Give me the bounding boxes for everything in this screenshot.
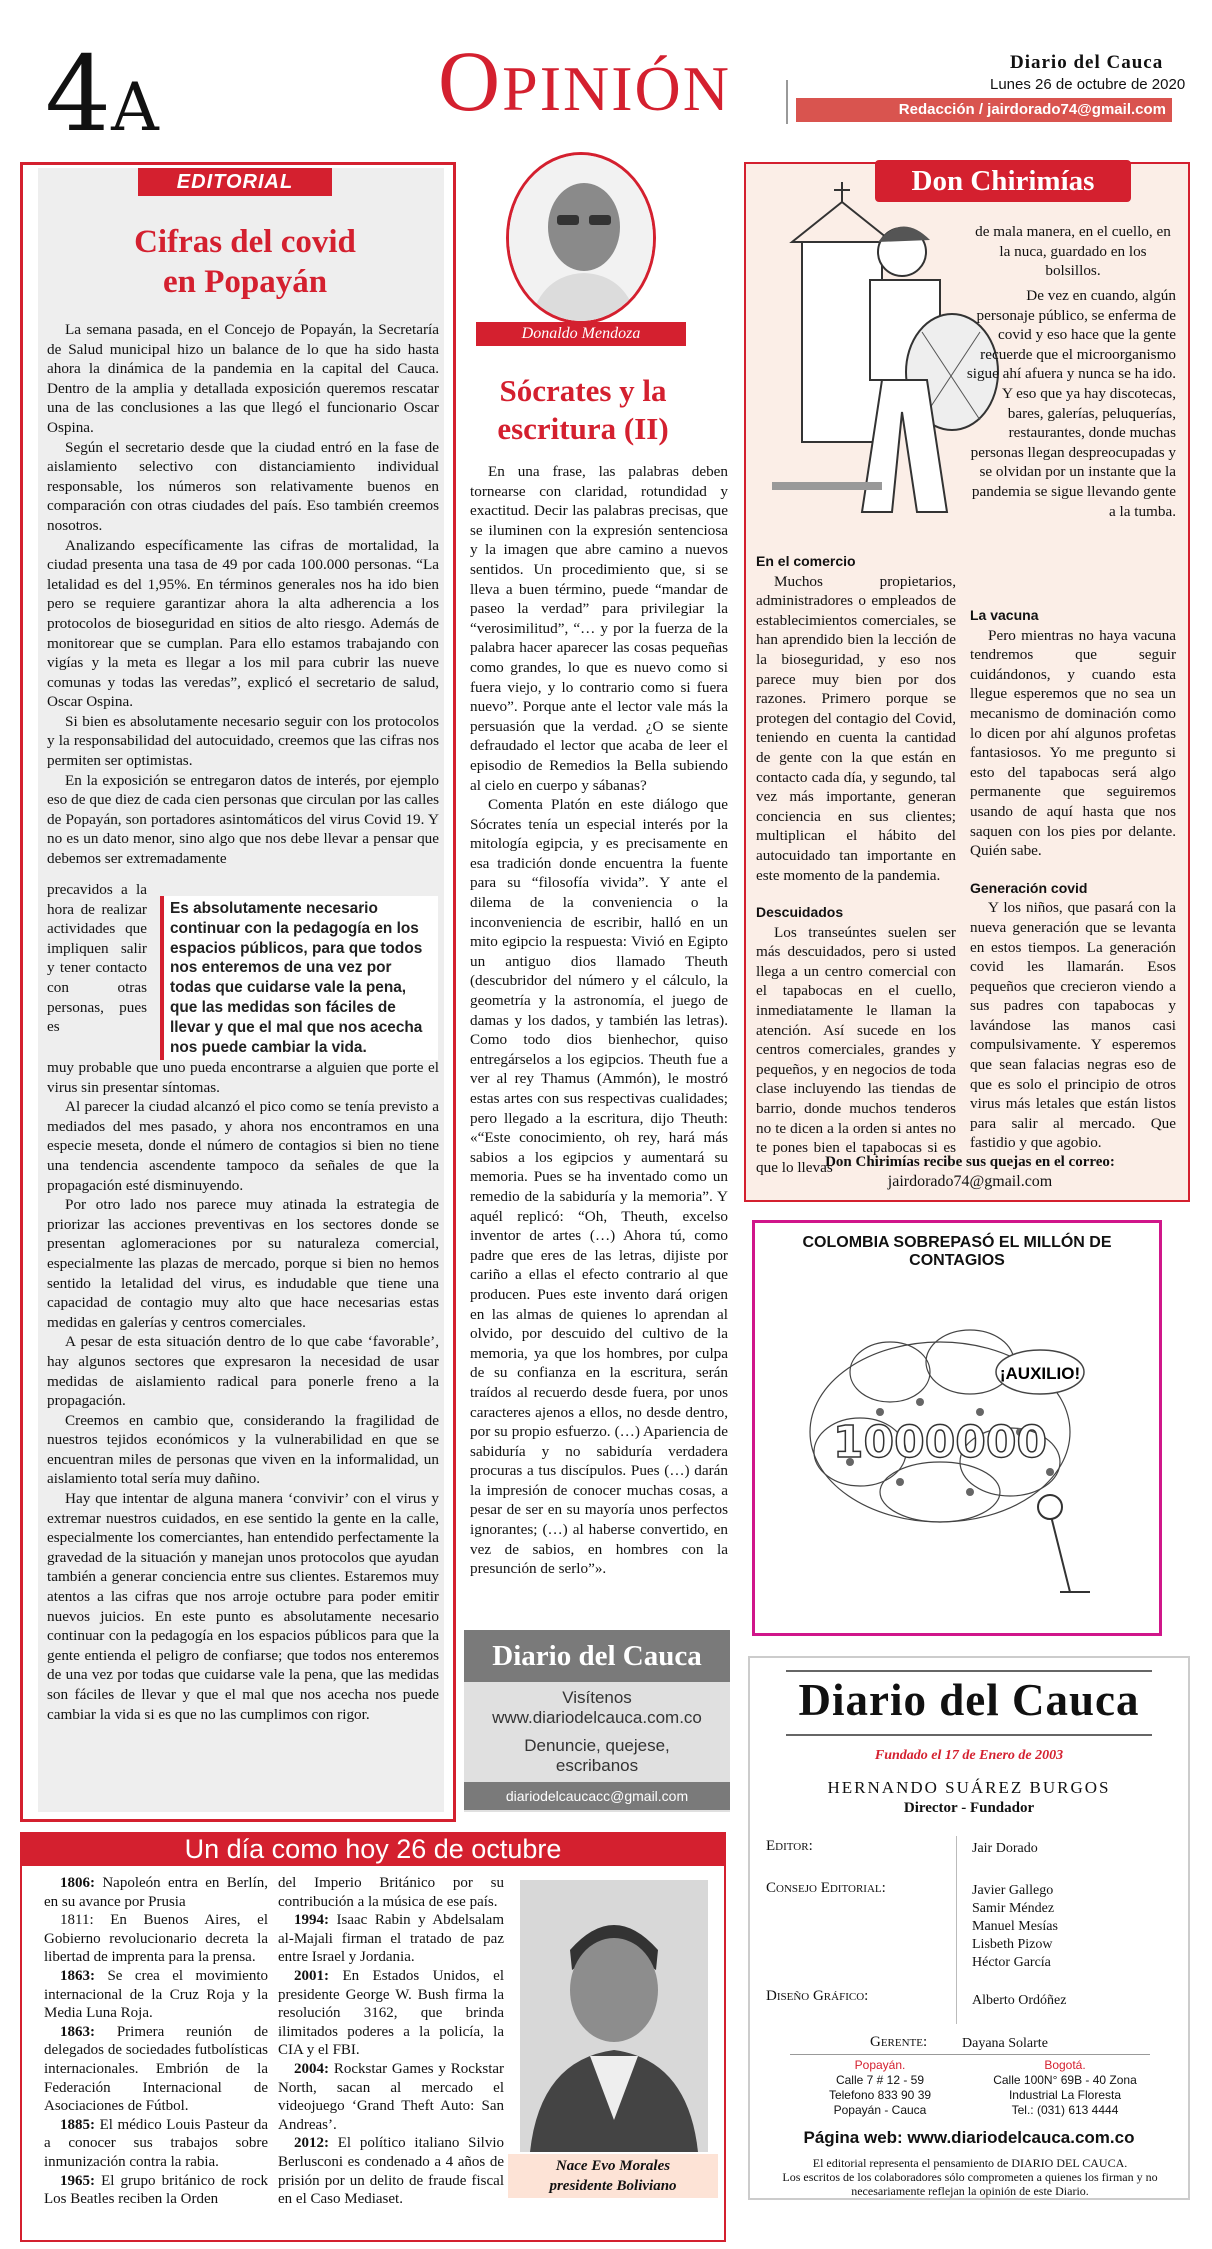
divider xyxy=(956,1836,957,2024)
history-item: 2001: En Estados Unidos, el presidente George W. Bush firma la resolución 3162, que brinda ilimitados poderes a la policía, la CIA y el FBI. xyxy=(278,1967,504,2059)
cartoon-title: COLOMBIA SOBREPASÓ EL MILLÓN DE CONTAGIOS xyxy=(802,1234,1112,1269)
history-item: 2004: Rockstar Games y Rockstar North, sacan al mercado el videojuego ‘Grand Theft Auto: San Andreas’. xyxy=(278,2060,505,2133)
chirimias-text-top: de mala manera, en el cuello, en la nuca, guardado en los bolsillos. xyxy=(975,223,1171,280)
history-item: 1965: El grupo británico de rock Los Beatles reciben la Orden xyxy=(44,2172,268,2208)
cartoon-bubble-text: ¡AUXILIO! xyxy=(999,1364,1081,1383)
editorial-paragraph: A pesar de esta situación dentro de lo que cabe ‘favorable’, hay algunos sectores que expresaron la necesidad de usar medidas de aislamiento radical para ponerle freno a la propagación. xyxy=(47,1333,439,1410)
author-name: Donaldo Mendoza xyxy=(476,322,686,346)
promo-website[interactable]: www.diariodelcauca.com.co xyxy=(492,1708,702,1727)
history-item: del Imperio Británico por su contribución a la música de ese país. xyxy=(278,1875,504,1910)
history-item: 1863: Se crea el movimiento internacional de la Cruz Roja y la Media Luna Roja. xyxy=(44,1967,269,2022)
editorial-paragraph: Analizando específicamente las cifras de mortalidad, la ciudad presenta una tasa de 49 por cada 100.000 personas. “La letalidad es del 1,95%. En términos generales nos ha ido bien pero se requiere garantizar ahora la alta adherencia a los protocolos de bioseguridad en sitios de alto riesgo. Además de monitorear que se cumplan. Para ello estamos trabajando con vigías y la meta es llegar a los mil para cubrir las nueve comunas y todas las veredas”, explicó el secretario de salud, Oscar Ospina. xyxy=(47,536,439,711)
section-text: Pero mientras no haya vacuna tendremos que seguir cuidándonos, y cuando esta llegue esperemos que no sea un mecanismo de dominación como lo dicen por ahí algunos profetas fantasiosos. Yo me pregunto si esto del tapabocas será algo permanente que seguiremos usando de aquí hasta que nos saquen con los pies por delante. Quién sabe. xyxy=(970,626,1176,860)
editorial-narrow-text: precavidos a la hora de realizar actividades que impliquen salir y tener contacto con otras personas, pues es xyxy=(47,881,147,1036)
promo-line: Visítenos xyxy=(562,1688,632,1707)
masthead-logo: Diario del Cauca xyxy=(798,1675,1140,1725)
paper-name: Diario del Cauca xyxy=(1010,52,1164,73)
column-body xyxy=(470,462,728,1579)
section-heading: Descuidados xyxy=(756,904,844,921)
history-item: 1863: Primera reunión de delegados de sociedades futbolísticas internacionales. Embrión de la Federación Internacional de Asociaciones de Fútbol. xyxy=(44,2023,268,2115)
history-column-2 xyxy=(278,1874,504,2209)
editorial-paragraph: Si bien es absolutamente necesario seguir con los protocolos y la responsabilidad del autocuidado, creemos que las cifras nos permiten ser optimistas. xyxy=(47,712,439,770)
cartoon-number: 1000000 xyxy=(832,1417,1048,1468)
promo-email[interactable]: diariodelcaucacc@gmail.com xyxy=(464,1782,730,1810)
founder-role: Director - Fundador xyxy=(903,1800,1035,1816)
history-item: 1806: Napoleón entra en Berlín, en su avance por Prusia xyxy=(44,1875,268,1910)
manager-label: Gerente: xyxy=(870,2034,928,2050)
photo-caption: Nace Evo Morales presidente Boliviano xyxy=(508,2154,718,2198)
editorial-pullquote: Es absolutamente necesario continuar con la pedagogía en los espacios públicos, para que todos nos enteremos de una vez por todas que cuidarse vale la pena, que las medidas son fáciles de llevar y que el mal que nos acecha nos puede cambiar la vida. xyxy=(160,896,438,1060)
editorial-paragraph: En la exposición se entregaron datos de interés, por ejemplo eso de que diez de cada cien personas que circulan por las calles de Popayán, son portadores asintomáticos del virus Covid 19. Y no es un dato menor, sino algo que nos debe llevar a pensar que debemos ser extremadamente xyxy=(47,771,439,868)
board-list: Javier Gallego Samir Méndez Manuel Mesías Lisbeth Pizow Héctor García xyxy=(972,1883,1058,1970)
office-bogota: Bogotá. Calle 100N° 69B - 40 Zona Industrial La Floresta Tel.: (031) 613 4444 xyxy=(993,2058,1137,2117)
history-title: Un día como hoy 26 de octubre xyxy=(20,1832,726,1866)
office-popayan: Popayán. Calle 7 # 12 - 59 Telefono 833 90 39 Popayán - Cauca xyxy=(828,2058,932,2117)
editorial-paragraph: Por otro lado nos parece muy atinada la estrategia de priorizar las acciones preventivas en los sectores donde se presentan aglomeraciones por su naturaleza comercial, especialmente las plazas de mercado, porque si bien no hemos sentido la letalidad del virus, es indudable que tiene una capacidad de contagio muy alto que hace necesarias estas medidas en galerías y centros comerciales. xyxy=(47,1196,439,1331)
section-heading: En el comercio xyxy=(756,553,856,569)
rule xyxy=(786,1670,1152,1672)
section-text: Los transeúntes suelen ser más descuidados, pero si usted llega a un centro comercial con el tapabocas en el cuello, inmediatamente le llaman la atención. Así sucede en los centros comerciales, grandes y pequeños, y en negocios de toda clase incluyendo las tiendas de barrio, donde muchos tenderos no te dicen a la orden si antes no te pones bien el tapabocas si es que lo llevas xyxy=(756,923,956,1176)
editor-name: Jair Dorado xyxy=(972,1841,1038,1856)
drummer-illustration xyxy=(752,182,1002,542)
page-number: 4A xyxy=(45,33,159,155)
design-label: Diseño Gráfico: xyxy=(766,1988,869,2004)
column-title: Sócrates y la escritura (II) xyxy=(497,373,669,446)
chirimias-email[interactable]: jairdorado74@gmail.com xyxy=(887,1173,1053,1190)
author-photo xyxy=(506,152,656,324)
editorial-body-continued xyxy=(47,1058,439,1724)
promo-line: escribanos xyxy=(555,1756,639,1775)
history-item: 1885: El médico Louis Pasteur da a conocer sus trabajos sobre inmunización contra la rabia. xyxy=(44,2116,268,2170)
section-title: OPINIÓN xyxy=(438,33,731,129)
column-paragraph: En una frase, las palabras deben tornearse con claridad, rotundidad y exactitud. Decir las palabras precisas, que se iluminen con la expresión sentenciosa y la imagen que abre camino a nuevos sentidos. Un procedimiento que, si se lleva a buen término, puede “mandar de paseo la verdad” para privilegiar la “verosimilitud”, “… y por la fuerza de la palabra hacer aparecer las cosas pequeñas como grandes, lo que es nuevo como si fuera viejo, y lo contrario como si fuera nuevo”. Porque ante el lector vale más la persuasión que la verdad. ¿O se siente defraudado el lector que acaba de leer el episodio de Remedios la Bella subiendo al cielo en cuerpo y sábanas? xyxy=(470,463,728,794)
chirimias-column-left xyxy=(756,546,956,1177)
section-text: Muchos propietarios, administradores o empleados de establecimientos comerciales, se han aprendido bien la lección de la bioseguridad, y eso nos parece muy bien por dos razones. Primero porque se protegen del contagio del Covid, teniendo en cuenta la cantidad de gente con la que están en contacto cada día, y segundo, tal vez más importante, generan conciencia en sus clientes; multiplican el hábito del autocuidado tan importante en este momento de la pandemia. xyxy=(756,572,956,884)
rule xyxy=(786,1734,1152,1736)
promo-logo: Diario del Cauca xyxy=(464,1630,730,1682)
board-label: Consejo Editorial: xyxy=(766,1880,886,1896)
contact-bar[interactable]: Redacción / jairdorado74@gmail.com xyxy=(796,98,1172,122)
editorial-paragraph: Según el secretario desde que la ciudad entró en la fase de aislamiento selectivo con distanciamiento individual responsable, los números son relativamente buenos en comparación con otras ciudades del país. Eso también creemos nosotros. xyxy=(47,438,439,534)
section-heading: La vacuna xyxy=(970,607,1039,623)
issue-date: Lunes 26 de octubre de 2020 xyxy=(990,76,1186,93)
manager-name: Dayana Solarte xyxy=(962,2036,1048,2051)
section-heading: Generación covid xyxy=(970,879,1088,896)
editorial-paragraph: La semana pasada, en el Concejo de Popayán, la Secretaría de Salud municipal hizo un balance de lo que ha sido hasta ahora la dinámica de la pandemia en la capital del Cauca. Dentro de la amplia y detallada exposición queremos rescatar una de las conclusiones a las que llegó el funcionario Oscar Ospina. xyxy=(47,321,439,436)
editorial-paragraph: muy probable que uno pueda encontrarse a alguien que porte el virus sin presentar síntomas. xyxy=(47,1059,439,1096)
history-column-1 xyxy=(44,1874,268,2209)
editorial-paragraph: Hay que intentar de alguna manera ‘convivir’ con el virus y extremar nuestros cuidados, en ese sentido la gente en la calle, especialmente los comerciantes, han entendido perfectamente la gravedad de la situación y manejan unos protocolos que ayudan también a generar conciencia entre sus clientes. Estaremos muy atentos a las cifras que nos arroje octubre para poder emitir nuevos juicios. En este punto es absolutamente necesario continuar con la pedagogía en los espacios públicos para que la gente entienda el peligro de confiarse; que todos nos enteremos de una vez por todas que cuidarse vale la pena, que las medidas son fáciles de llevar y que el mal que nos acecha nos puede cambiar la vida si es que no las cumplimos con rigor. xyxy=(47,1490,439,1723)
section-text: Y los niños, que pasará con la nueva generación que se levanta en estos tiempos. La generación covid les llamarán. Esos pequeños que crecieron viendo a sus padres con tapabocas y lavándose las manos casi compulsivamente. Y esperemos que sean falacias negras eso de que es solo el principio de otros virus más letales que están listos para salir al mercado. Que fastidio y que agobio. xyxy=(970,899,1176,1152)
masthead-box xyxy=(748,1656,1190,2200)
editorial-title: Cifras del covid en Popayán xyxy=(134,224,356,300)
rule xyxy=(790,2054,1150,2055)
editorial-tag: EDITORIAL xyxy=(138,168,332,196)
evo-morales-photo xyxy=(520,1880,708,2152)
chirimias-column-right xyxy=(970,600,1176,1153)
website-link[interactable]: Página web: www.diariodelcauca.com.co xyxy=(803,2128,1135,2147)
editorial-paragraph: Al parecer la ciudad alcanzó el pico como se tenía previsto a mediados del mes pasado, y ahora nos encontramos en una especie meseta, donde el número de contagios si bien no tiene una tendencia ascendente tampoco da señales de que la propagación esté disminuyendo. xyxy=(47,1098,439,1194)
column-paragraph: Comenta Platón en este diálogo que Sócrates tenía un especial interés por la mitología egipcia, y es precisamente en esa tradición donde encuentra la fuente para su “filosofía vivida”. Y ante el dilema de la conveniencia o la inconveniencia de escribir, halló en un mito egipcio la respuesta: Vivió en Egipto un antiguo dios llamado Theuth (descubridor del número y el cálculo, la geometría y la astronomía, el juego de damas y los dados, y también las letras). Como todo dios bienhechor, quiso entregárselos a los egipcios. Theuth fue a ver al rey Thamus (Ammón), le mostró estas artes con sus respectivas cualidades; pero llegado a la escritura, dijo Theuth: «“Este conocimiento, oh rey, hará más sabios a los egipcios y aumentará su memoria. Pues se ha inventado como un remedio de la sabiduría y la memoria”. Y aquél replicó: “Oh, Theuth, excelso inventor de artes (…) Ahora tú, como padre que eres de las letras, dijiste por cariño a ellas el efecto contrario al que producen. Pues este invento dará origen en las almas de quienes lo aprendan al olvido, por descuido del cultivo de la memoria, ya que los hombres, por culpa de su confianza en la escritura, serán traídos al recuerdo desde fuera, por unos caracteres ajenos a ellos, no desde dentro, por su propio esfuerzo. (…) Apariencia de sabiduría y no sabiduría verdadera procuras a tus discípulos. Pues (…) darán la impresión de conocer muchas cosas, a pesar de ser en su mayoría unos perfectos ignorantes; (…) al haberse convertido, en vez de sabios, en hombres con la presunción de serlo”». xyxy=(470,796,728,1578)
editorial-paragraph: Creemos en cambio que, considerando la fragilidad de nuestros tejidos económicos y la vulnerabilidad en que se encuentran miles de personas que viven en la informalidad, un aislamiento total sería muy dañino. xyxy=(47,1411,439,1488)
chirimias-footer: Don Chirimías recibe sus quejas en el correo: jairdorado74@gmail.com xyxy=(760,1152,1180,1192)
editor-label: Editor: xyxy=(766,1838,813,1854)
founded-date: Fundado el 17 de Enero de 2003 xyxy=(874,1748,1064,1763)
history-item: 1811: En Buenos Aires, el Gobierno revolucionario decreta la libertad de imprenta para la prensa. xyxy=(44,1912,269,1966)
chirimias-title: Don Chirimías xyxy=(875,160,1131,202)
chirimias-text-right: De vez en cuando, algún personaje público, se enferma de covid y eso hace que la gente recuerde que el microorganismo sigue ahí afuera y nunca se ha ido. Y eso que ya hay discotecas, bares, galerías, peluquerías, restaurantes, donde muchas personas llegan despreocupadas y se olvidan por un instante que la pandemia se sigue llevando gente a la tumba. xyxy=(966,287,1176,520)
header-divider xyxy=(786,80,788,124)
history-item: 2012: El político italiano Silvio Berlusconi es condenado a 4 años de prisión por un delito de fraude fiscal en el Caso Mediaset. xyxy=(278,2135,504,2208)
history-item: 1994: Isaac Rabin y Abdelsalam al-Majali firman el tratado de paz entre Israel y Jordania. xyxy=(278,1912,504,1966)
promo-line: Denuncie, quejese, xyxy=(524,1736,670,1755)
disclaimer: El editorial representa el pensamiento de DIARIO DEL CAUCA. Los escritos de los colaboradores sólo comprometen a quienes los firman y no necesariamente reflejan la opinión de este Diario. xyxy=(782,2156,1158,2198)
founder-name: HERNANDO SUÁREZ BURGOS xyxy=(827,1778,1111,1797)
cartoon-illustration xyxy=(770,1262,1144,1622)
designer-name: Alberto Ordóñez xyxy=(972,1993,1067,2008)
editorial-body xyxy=(47,320,439,869)
